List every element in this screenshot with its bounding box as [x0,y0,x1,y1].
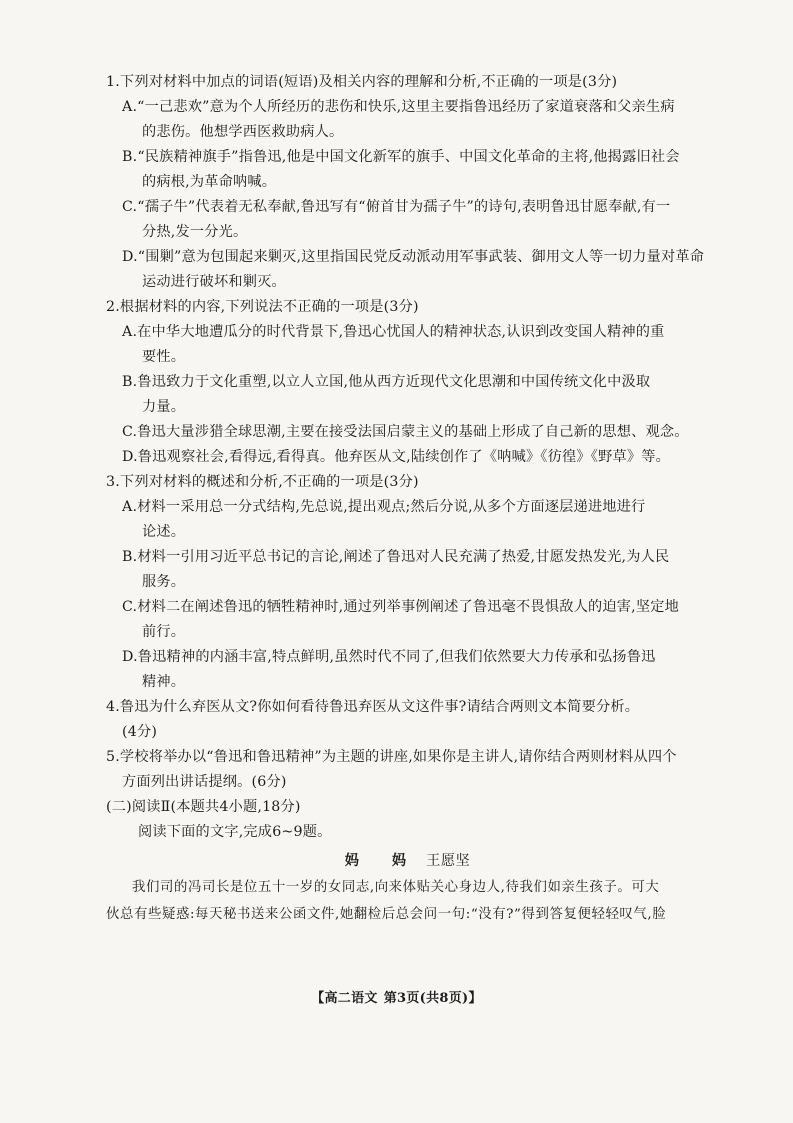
question-3-option-c: C.材料二在阐述鲁迅的牺牲精神时,通过列举事例阐述了鲁迅毫不畏惧敌人的迫害,坚定地 [122,599,680,615]
question-1-option-b: B.“民族精神旗手”指鲁迅,他是中国文化新军的旗手、中国文化革命的主将,他揭露旧社会 [122,149,680,165]
question-1-option-b-cont: 的病根,为革命呐喊。 [142,174,277,190]
question-3-option-d: D.鲁迅精神的内涵丰富,特点鲜明,虽然时代不同了,但我们依然要大力传承和弘扬鲁迅 [122,649,656,665]
question-3-option-a: A.材料一采用总一分式结构,先总说,提出观点;然后分说,从多个方面逐层递进地进行 [122,499,646,515]
story-paragraph-line: 伙总有些疑惑:每天秘书送来公函文件,她翻检后总会问一句:“没有?”得到答复便轻轻叹气,脸 [106,907,667,922]
question-2-stem: 2.根据材料的内容,下列说法不正确的一项是(3分) [106,299,419,315]
question-2-option-a-cont: 要性。 [142,349,186,365]
question-2-option-a: A.在中华大地遭瓜分的时代背景下,鲁迅心忧国人的精神状态,认识到改变国人精神的重 [122,324,665,340]
question-2-option-d: D.鲁迅观察社会,看得远,看得真。他弃医从文,陆续创作了《呐喊》《彷徨》《野草》等。 [122,449,671,465]
footer-subject: 【高二语文 [311,991,378,1006]
question-1-option-a: A.“一己悲欢”意为个人所经历的悲伤和快乐,这里主要指鲁迅经历了家道衰落和父亲生病 [122,99,675,115]
question-3-stem: 3.下列对材料的概述和分析,不正确的一项是(3分) [106,474,419,490]
question-1-option-d-cont: 运动进行破坏和剿灭。 [142,274,286,290]
question-4-score: (4分) [122,724,158,740]
page-footer [0,987,793,1006]
question-2-option-c: C.鲁迅大量涉猎全球思潮,主要在接受法国启蒙主义的基础上形成了自己新的思想、观念。 [122,424,689,440]
question-3-option-d-cont: 精神。 [142,674,186,690]
question-2-option-b: B.鲁迅致力于文化重塑,以立人立国,他从西方近现代文化思潮和中国传统文化中汲取 [122,374,651,390]
question-3-option-b: B.材料一引用习近平总书记的言论,阐述了鲁迅对人民充满了热爱,甘愿发热发光,为人民 [122,549,670,565]
question-3-option-a-cont: 论述。 [142,524,186,540]
section-heading: (二)阅读Ⅱ(本题共4小题,18分) [106,799,301,815]
question-1-option-d: D.“围剿”意为包围起来剿灭,这里指国民党反动派动用军事武装、御用文人等一切力量对革命 [122,249,705,265]
question-5-stem-cont: 方面列出讲话提纲。(6分) [122,774,287,790]
question-2-option-b-cont: 力量。 [142,399,186,415]
question-1-stem: 1.下列对材料中加点的词语(短语)及相关内容的理解和分析,不正确的一项是(3分) [106,74,618,90]
question-4-stem: 4.鲁迅为什么弃医从文?你如何看待鲁迅弃医从文这件事?请结合两则文本简要分析。 [106,699,640,715]
question-3-option-c-cont: 前行。 [142,624,186,640]
question-5-stem: 5.学校将举办以“鲁迅和鲁迅精神”为主题的讲座,如果你是主讲人,请你结合两则材料从四个 [106,749,677,765]
question-1-option-c: C.“孺子牛”代表着无私奉献,鲁迅写有“俯首甘为孺子牛”的诗句,表明鲁迅甘愿奉献,有一 [122,199,671,215]
story-title: 妈 妈 [344,853,421,869]
story-author: 王愿坚 [426,853,471,869]
footer-page-number: 第3页(共8页)】 [383,991,482,1006]
question-1-option-a-cont: 的悲伤。他想学西医救助病人。 [142,124,344,140]
story-title-row [106,849,709,874]
story-paragraph-line: 我们司的冯司长是位五十一岁的女同志,向来体贴关心身边人,待我们如亲生孩子。可大 [132,880,660,895]
question-3-option-b-cont: 服务。 [142,574,186,590]
question-1-option-c-cont: 分热,发一分光。 [142,224,248,240]
section-instruction: 阅读下面的文字,完成6~9题。 [138,824,332,840]
